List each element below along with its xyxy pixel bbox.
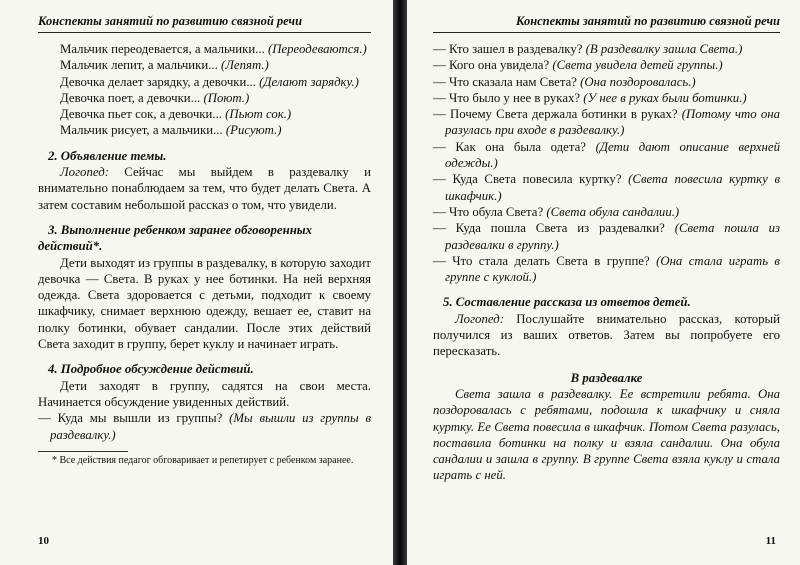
footnote-rule: [38, 451, 128, 452]
qa-item: — Что сказала нам Света? (Она поздоровалась.): [433, 74, 696, 89]
exercise-line: Мальчик лепит, а мальчики... (Лепят.): [60, 58, 269, 73]
section-3-text: Дети выходят из группы в раздевалку, в которую заходит девочка — Света. В руках у нее ботинки. На ней верхняя одежда. Света здоровается с детьми, подходит к своему шкафчику, снимает верхнюю одежду, вешает ее, ставит на полку ботинки, обувает сандалии. После этих действий Света заходит в группу, берет куклу и начинает играть.: [38, 255, 371, 352]
exercise-line: Мальчик переодевается, а мальчики... (Переодеваются.): [60, 42, 367, 56]
section-3-heading: 3. Выполнение ребенком заранее обговоренных действий*.: [38, 222, 313, 254]
right-page: [407, 0, 800, 565]
running-head-left: Конспекты занятий по развитию связной речи: [38, 14, 371, 33]
footnote: * Все действия педагог обговаривает и репетирует с ребенком заранее.: [52, 454, 354, 466]
section-2-text: Логопед: Сейчас мы выйдем в раздевалку и внимательно понаблюдаем за тем, что будет делать Света. А затем составим небольшой рассказ о том, что увидели.: [38, 165, 371, 212]
exercise-line: Девочка делает зарядку, а девочки... (Делают зарядку.): [60, 74, 359, 89]
section-4-question: — Куда мы вышли из группы? (Мы вышли из группы в раздевалку.): [38, 411, 371, 442]
exercise-line: Мальчик рисует, а мальчики... (Рисуют.): [60, 123, 282, 138]
story-title: В раздевалке: [570, 370, 643, 385]
exercise-line: Девочка пьет сок, а девочки... (Пьют сок.): [60, 107, 292, 122]
section-4-heading: 4. Подробное обсуждение действий.: [48, 362, 254, 377]
story-text: Света зашла в раздевалку. Ее встретили ребята. Она поздоровалась с ребятами, подошла к шкафчику и сняла куртку. Ее Света повесила в шкафчик. Потом Света разулась, поставила ботинки на полку и взяла сандалии. Она обула сандалии и зашла в группу. В группе Света взяла куклу и стала играть с ней.: [433, 386, 780, 483]
left-page: [0, 0, 393, 565]
exercise-lines: [38, 41, 371, 139]
qa-list: [433, 41, 780, 285]
qa-item: — Куда пошла Света из раздевалки? (Света пошла из раздевалки в группу.): [433, 221, 781, 252]
section-2-heading: 2. Объявление темы.: [48, 148, 167, 163]
page-number-left: 10: [38, 535, 49, 547]
exercise-line: Девочка поет, а девочки... (Поют.): [60, 90, 250, 105]
qa-item: — Что было у нее в руках? (У нее в руках были ботинки.): [433, 90, 747, 105]
running-head-right: Конспекты занятий по развитию связной речи: [433, 14, 780, 33]
section-5-text: Логопед: Послушайте внимательно рассказ, который получился из ваших ответов. Затем вы попробуете его пересказать.: [433, 311, 780, 359]
qa-item: — Почему Света держала ботинки в руках? (Потому что она разулась при входе в раздевалку.): [433, 107, 780, 138]
section-5-heading: 5. Составление рассказа из ответов детей.: [443, 295, 691, 310]
section-4-text: Дети заходят в группу, садятся на свои места. Начинается обсуждение увиденных действий.: [38, 378, 371, 409]
qa-item: — Что обула Света? (Света обула сандалии.): [433, 204, 680, 219]
qa-item: — Кого она увидела? (Света увидела детей группы.): [433, 58, 723, 73]
qa-item: — Куда Света повесила куртку? (Света повесила куртку в шкафчик.): [433, 172, 781, 203]
qa-item: — Кто зашел в раздевалку? (В раздевалку зашла Света.): [433, 42, 743, 56]
page-number-right: 11: [765, 535, 776, 547]
book-gutter: [393, 0, 407, 565]
qa-item: — Что стала делать Света в группе? (Она стала играть в группе с куклой.): [433, 253, 780, 285]
qa-item: — Как она была одета? (Дети дают описание верхней одежды.): [433, 139, 780, 171]
